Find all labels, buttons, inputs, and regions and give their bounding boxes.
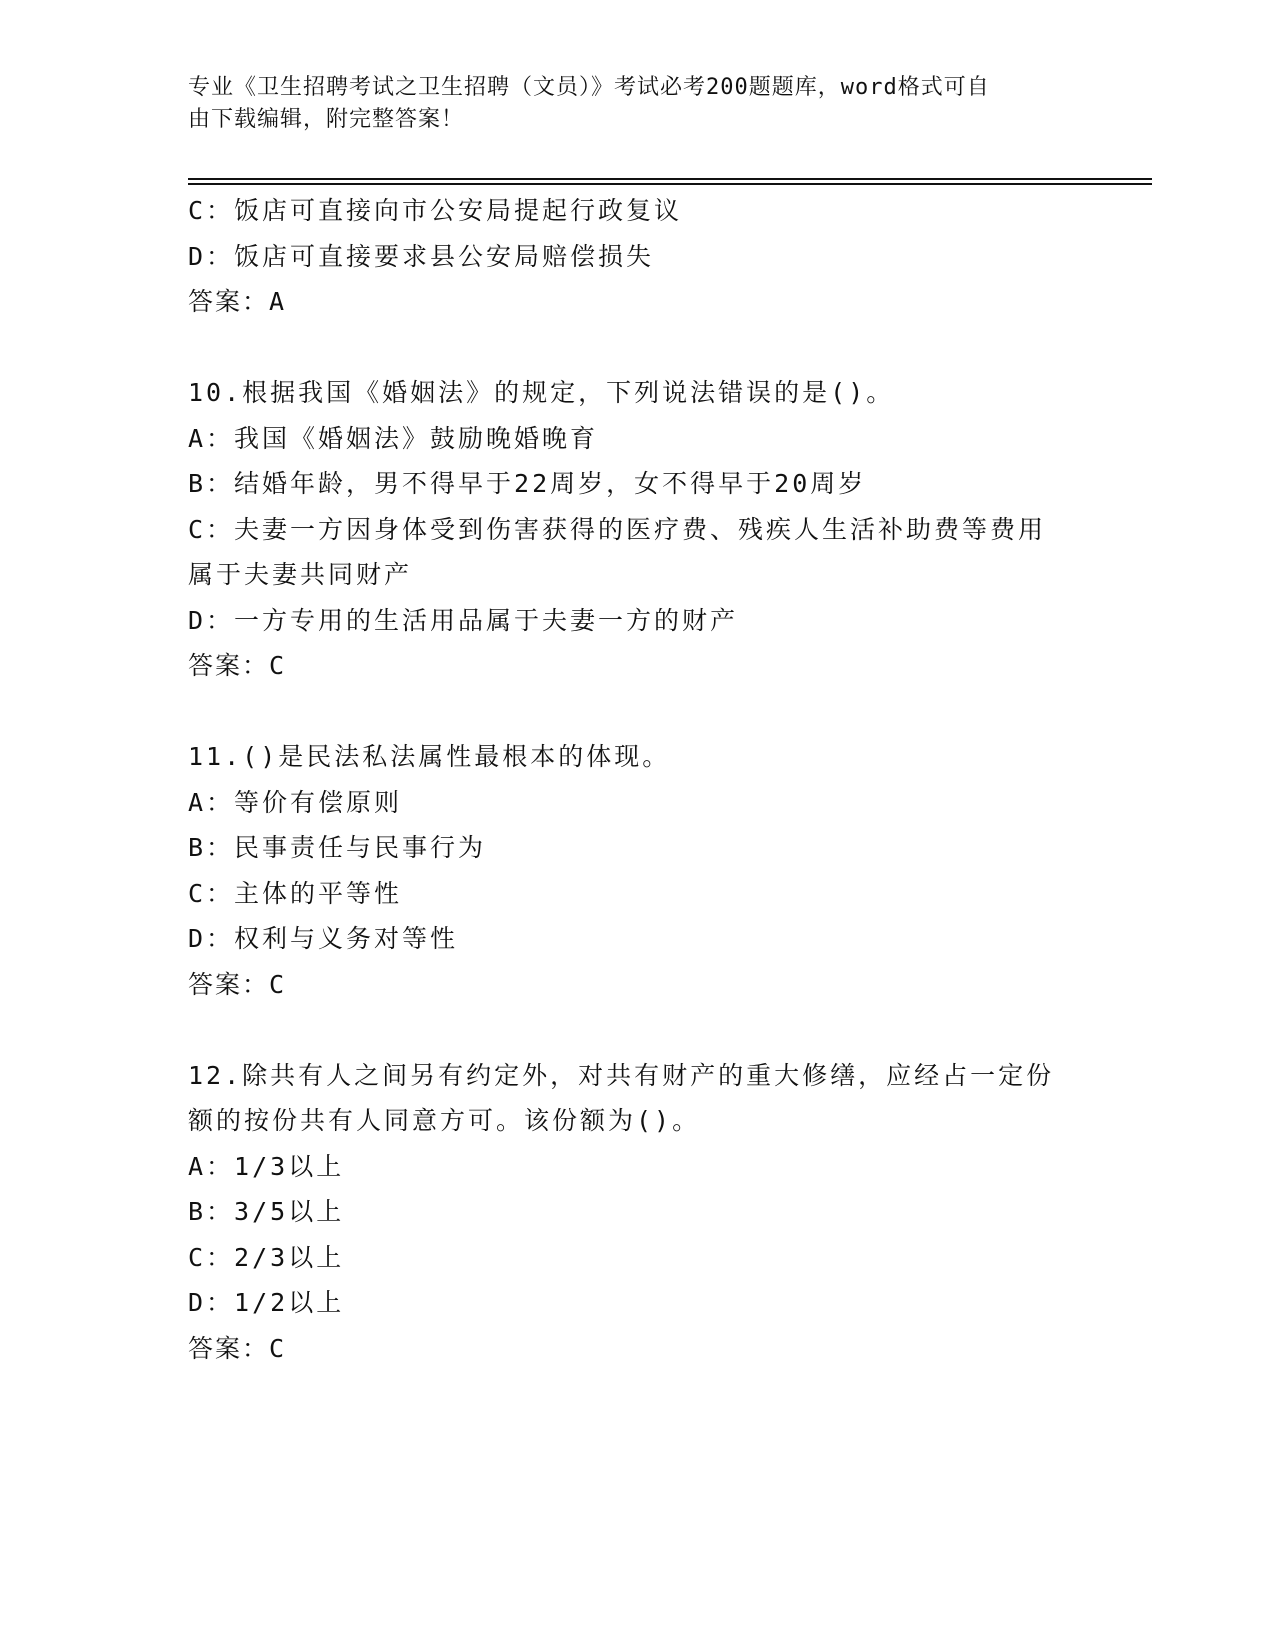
- option-c: C：主体的平等性: [188, 878, 403, 908]
- question-stem-continued: 额的按份共有人同意方可。该份额为()。: [188, 1106, 701, 1135]
- option-c: C：2/3以上: [188, 1242, 345, 1272]
- option-c: C：夫妻一方因身体受到伤害获得的医疗费、残疾人生活补助费等费用: [188, 514, 1047, 544]
- question-10: [188, 370, 1088, 689]
- question-12: [188, 1053, 1088, 1372]
- option-d: D：权利与义务对等性: [188, 924, 459, 953]
- option-a: A：等价有偿原则: [188, 787, 403, 817]
- option-b: B：民事责任与民事行为: [188, 833, 487, 862]
- header-line-1: 专业《卫生招聘考试之卫生招聘（文员）》考试必考200题题库，word格式可自: [188, 75, 990, 100]
- option-d: D：1/2以上: [188, 1288, 345, 1317]
- question-gap: [188, 1007, 1088, 1053]
- question-stem: 10.根据我国《婚姻法》的规定，下列说法错误的是()。: [188, 378, 895, 407]
- header-rule-bottom: [188, 183, 1152, 185]
- option-a: A：1/3以上: [188, 1151, 345, 1181]
- option-c-continued: 属于夫妻共同财产: [188, 560, 413, 589]
- option-d: D：一方专用的生活用品属于夫妻一方的财产: [188, 605, 739, 635]
- document-header: [188, 72, 1078, 136]
- fragment-option-c: C：饭店可直接向市公安局提起行政复议: [188, 196, 683, 225]
- question-answer: 答案：C: [188, 651, 287, 680]
- fragment-answer: 答案：A: [188, 287, 287, 316]
- question-gap: [188, 689, 1088, 735]
- option-b: B：结婚年龄，男不得早于22周岁，女不得早于20周岁: [188, 469, 867, 498]
- fragment-option-d: D：饭店可直接要求县公安局赔偿损失: [188, 241, 655, 271]
- header-rule-top: [188, 178, 1152, 180]
- question-content: [188, 188, 1088, 1371]
- question-answer: 答案：C: [188, 1333, 287, 1363]
- question-11: [188, 734, 1088, 1007]
- question-answer: 答案：C: [188, 969, 287, 999]
- question-stem: 11.()是民法私法属性最根本的体现。: [188, 742, 671, 771]
- option-b: B：3/5以上: [188, 1197, 345, 1226]
- header-line-2: 由下载编辑，附完整答案！: [188, 107, 465, 132]
- option-a: A：我国《婚姻法》鼓励晚婚晚育: [188, 423, 599, 453]
- question-stem: 12.除共有人之间另有约定外，对共有财产的重大修缮，应经占一定份: [188, 1060, 1055, 1090]
- question-gap: [188, 325, 1088, 371]
